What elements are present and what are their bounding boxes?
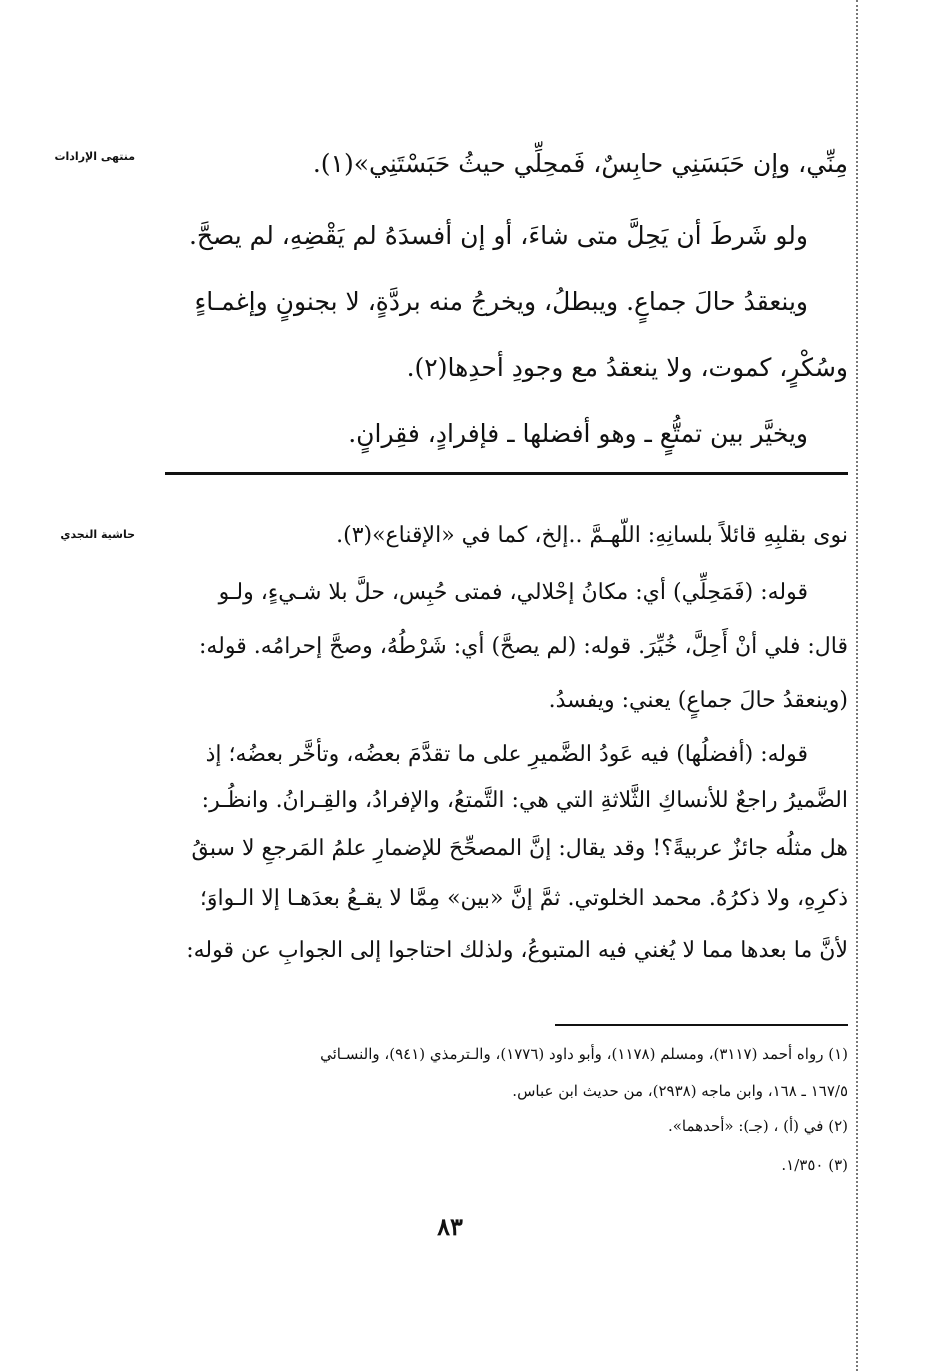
margin-label-commentary-title: حاشية النجدي	[60, 528, 135, 541]
commentary-line: قوله: (فَمَحِلِّي) أي: مكانُ إحْلالي، فمتى حُبِس، حلَّ بلا شـيءٍ، ولـو	[218, 580, 808, 605]
commentary-line: لأنَّ ما بعدها مما لا يُغني فيه المتبوعُ، ولذلك احتاجوا إلى الجوابِ عن قوله:	[186, 938, 848, 963]
commentary-line: (وينعقدُ حالَ جماعٍ) يعني: ويفسدُ.	[548, 688, 848, 713]
main-text-line: وسُكْرٍ، كموت، ولا ينعقدُ مع وجودِ أحدِها(٢).	[406, 353, 848, 382]
commentary-line: ذكرِهِ، ولا ذكرُهُ. محمد الخلوتي. ثمَّ إنَّ «بين» مِمَّا لا يقـعُ بعدَهـا إلا الـواوَ؛	[199, 886, 848, 911]
page-number: ٨٣	[437, 1212, 463, 1241]
margin-label-book-title: منتهى الإرادات	[54, 150, 135, 163]
commentary-line: قال: فلي أنْ أَحِلَّ، خُيِّرَ. قوله: (لم يصحَّ) أي: شَرْطُهُ، وصحَّ إحرامُه. قوله:	[198, 634, 848, 659]
main-text-line: مِنِّي، وإن حَبَسَنِي حابِسٌ، فَمحِلِّي حيثُ حَبَسْتَنِي»(١).	[312, 149, 848, 178]
commentary-line: نوى بقلبِهِ قائلاً بلسانِهِ: اللّهـمَّ ..إلخ، كما في «الإقناع»(٣).	[336, 523, 848, 548]
footnote-line: (١) رواه أحمد (٣١١٧)، ومسلم (١١٧٨)، وأبو داود (١٧٧٦)، والـترمذي (٩٤١)، والنسـائي	[320, 1045, 848, 1063]
footnote-line: (٢) في (أ) ، (جـ): «أحدهما».	[667, 1117, 848, 1135]
footnote-line: (٣) ١/٣٥٠.	[781, 1156, 848, 1174]
footnote-line: ١٦٧/٥ ـ ١٦٨، وابن ماجه (٢٩٣٨)، من حديث ابن عباس.	[512, 1082, 848, 1100]
main-text-line: ولو شَرطَ أن يَحِلَّ متى شاءَ، أو إن أفسدَهُ لم يَقْضِهِ، لم يصحَّ.	[188, 221, 808, 250]
main-text-line: وينعقدُ حالَ جماعٍ. ويبطلُ، ويخرجُ منه بردَّةٍ، لا بجنونٍ وإغمـاءٍ	[194, 287, 808, 316]
commentary-line: قوله: (أفضلُها) فيه عَودُ الضَّميرِ على ما تقدَّمَ بعضُه، وتأخَّر بعضُه؛ إذ	[205, 742, 808, 767]
main-text-line: ويخيَّر بين تمتُّعٍ ـ وهو أفضلها ـ فإفرادٍ، فقِرانٍ.	[348, 419, 808, 448]
footnote-divider	[555, 1024, 848, 1026]
page-edge-dotted-line	[856, 0, 858, 1371]
commentary-line: الضَّميرُ راجعٌ للأنساكِ الثَّلاثةِ التي هي: التَّمتعُ، والإفرادُ، والقِـرانُ. وانظُـر:	[201, 788, 848, 813]
section-divider	[165, 472, 848, 475]
commentary-line: هل مثلُه جائزٌ عربيةً؟! وقد يقال: إنَّ المصحِّحَ للإضمارِ علمُ المَرجعِ لا سبقُ	[191, 836, 848, 861]
